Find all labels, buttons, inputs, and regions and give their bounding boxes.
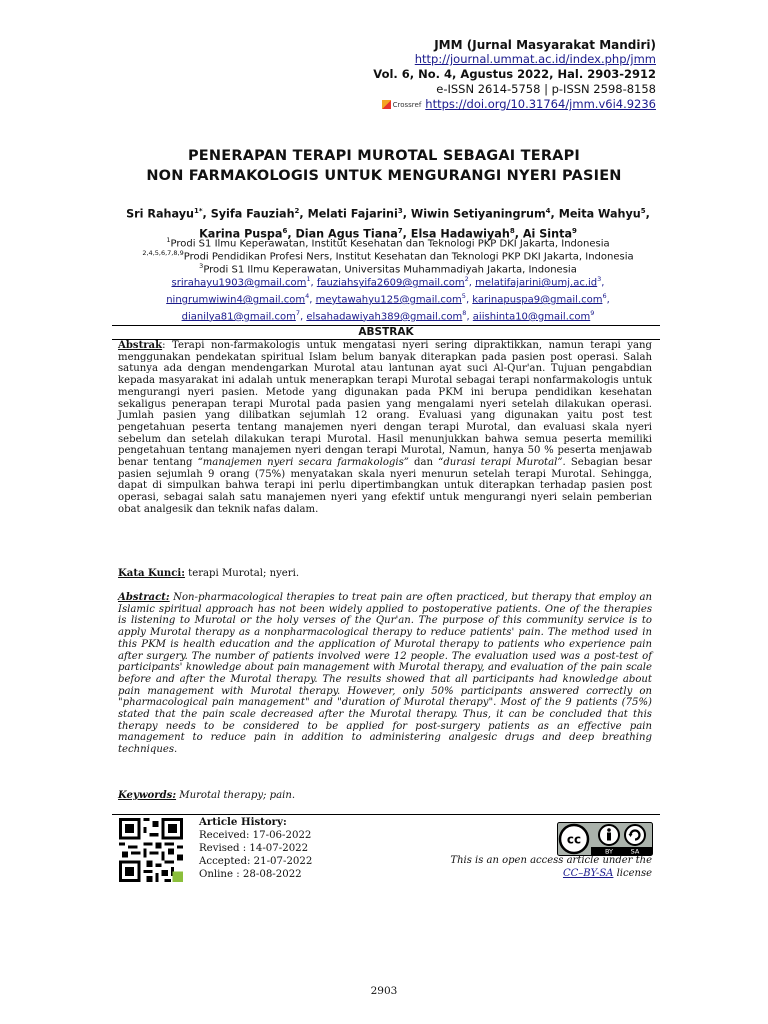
author-name: Elsa Hadawiyah: [410, 227, 510, 241]
divider: [112, 814, 660, 815]
email-line-2: ningrumwiwin4@gmail.com$^4$, meytawahyu125@gmail.com$^5$, karinapuspa9@gmail.com$^6$,: [166, 291, 610, 306]
journal-header: [373, 38, 656, 113]
author-name: Sri Rahayu: [126, 207, 194, 221]
kata-kunci-text: terapi Murotal; nyeri.: [184, 568, 300, 579]
email-sup: 9: [590, 308, 595, 317]
crossref-label: Crossref: [392, 100, 422, 109]
history-received: Received: 17-06-2022: [199, 830, 312, 841]
email-sup: 1: [306, 275, 311, 283]
abstract-paragraph: [118, 592, 652, 756]
author-name: Syifa Fauziah: [210, 207, 295, 221]
abstract-text: Non-pharmacological therapies to treat pain are often practiced, but therapy that employ an Islamic spiritual approach has not been widely applied to postoperative patients. One of the therapies is listening to Murotal or the holy verses of the Qur'an. The purpose of this community service is to apply Murotal therapy as a nonpharmacological therapy to reduce patients' pain. The method used in this PKM is health education and the application of Murotal therapy to patients who experience pain after surgery. The number of patients involved were 12 people. The evaluation used was a post-test of participants' knowledge about pain management with Murotal therapy, and evaluation of the pain scale before and after the Murotal therapy. The results showed that all participants had knowledge about pain management with Murotal therapy. However, only 50% participants answered correctly on "pharmacological pain management" and "duration of Murotal therapy". Most of the 9 patients (75%) stated that the pain scale decreased after the Murotal therapy. Thus, it can be concluded that this therapy needs to be considered to be applied for post-surgery patients as an effective pain management to reduce pain in addition to administering analgesic drugs and deep breathing techniques.: [118, 592, 652, 756]
email-sup: 2: [464, 275, 469, 283]
email-link[interactable]: ningrumwiwin4@gmail.com: [166, 294, 306, 306]
author-sup: 5: [640, 207, 646, 215]
author-sup: 8: [509, 226, 515, 235]
author-name: Meita Wahyu: [558, 207, 641, 221]
email-list: [112, 273, 664, 323]
crossref-logo: [382, 97, 422, 113]
abstrak-text-1: : Terapi non-farmakologis untuk mengatasi nyeri sering dipraktikkan, namun terapi yang menggunakan pendekatan spiritual Islam belum banyak diterapkan pada pasien post operasi. Salah satunya ada dengan mendengarkan Murotal atau lantunan ayat suci Al-Qur'an. Tujuan pengabdian kepada masyarakat ini adalah untuk menerapkan terapi Murotal sebagai terapi nonfarmakologis untuk mengurangi nyeri pasien. Metode yang digunakan pada PKM ini berupa pendidikan kesehatan sekaligus penerapan terapi Murotal pada pasien yang mengalami nyeri setelah dilakukan operasi. Jumlah pasien yang dilibatkan sejumlah 12 orang. Evaluasi yang digunakan yaitu post test pengetahuan peserta tentang manajemen nyeri dengan terapi Murotal, dan evaluasi skala nyeri sebelum dan setelah dilakukan terapi Murotal. Hasil menunjukkan bahwa semua peserta memiliki pengetahuan tentang manajemen nyeri dengan terapi Murotal, Namun, hanya 50 % peserta menjawab benar tentang: [118, 340, 652, 469]
history-online: Online : 28-08-2022: [199, 869, 302, 880]
license-line-1: This is an open access article under the: [450, 855, 652, 866]
email-link[interactable]: meytawahyu125@gmail.com: [315, 294, 462, 306]
author-name: Melati Fajarini: [307, 207, 398, 221]
svg-text:cc: cc: [566, 832, 582, 847]
email-sup: 6: [602, 291, 607, 300]
author-name: Wiwin Setiyaningrum: [410, 207, 546, 221]
keywords: [118, 790, 652, 802]
email-line-1: srirahayu1903@gmail.com$^1$, fauziahsyifa2609@gmail.com$^2$, $melatifajarini@umj.ac.id^3$,: [171, 275, 605, 289]
author-sup: 4: [545, 207, 551, 215]
email-sup: 8: [462, 308, 467, 317]
journal-name: JMM (Jurnal Masyarakat Mandiri): [434, 38, 656, 52]
author-name: Karina Puspa: [199, 227, 283, 241]
email-link[interactable]: aiishinta10@gmail.com: [472, 310, 591, 322]
email-sup: 4: [305, 291, 310, 300]
paper-title: [118, 146, 650, 186]
page-number: 2903: [370, 985, 398, 997]
doi-line: [373, 96, 656, 113]
author-sup: 1*: [194, 207, 203, 215]
email-link[interactable]: fauziahsyifa2609@gmail.com: [316, 277, 465, 289]
abstrak-text-2: dan: [408, 457, 439, 469]
author-sup: 2: [294, 207, 300, 215]
title-line-2: NON FARMAKOLOGIS UNTUK MENGURANGI NYERI PASIEN: [146, 168, 622, 184]
email-sup: 3: [597, 275, 602, 283]
keywords-label: Keywords:: [118, 790, 177, 801]
affiliation-text: Prodi S1 Ilmu Keperawatan, Universitas Muhammadiyah Jakarta, Indonesia: [203, 264, 577, 276]
email-link[interactable]: dianilya81@gmail.com: [181, 310, 296, 322]
abstrak-text-3: . Sebagian besar pasien sejumlah 9 orang (75%) menyatakan skala nyeri menurun setelah terapi Murotal. Sehingga, dapat di simpulkan bahwa terapi ini perlu dipertimbangkan untuk diterapkan terhadap pasien post operasi, sebagai salah satu manajemen nyeri yang efektif untuk mengurangi nyeri selain pemberian obat analgesik dan teknik nafas dalam.: [118, 457, 652, 515]
author-line-1: Sri Rahayu$^{1*}$, Syifa Fauziah$^2$, Melati Fajarini$^3$, Wiwin Setiyaningrum$^4$, Meita Wahyu$^5$,: [126, 207, 650, 221]
affiliation-sup: 3: [199, 262, 204, 270]
author-name: Dian Agus Tiana: [295, 227, 398, 241]
affiliation-sup: 2,4,5,6,7,8,9: [142, 249, 184, 257]
history-accepted: Accepted: 21-07-2022: [199, 856, 313, 867]
email-line-3: dianilya81@gmail.com$^7$, elsahadawiyah389@gmail.com$^8$, aiishinta10@gmail.com$^9$: [181, 308, 595, 322]
license-suffix: license: [613, 867, 652, 879]
abstrak-paragraph: [118, 340, 652, 516]
author-line-2: Karina Puspa$^6$, Dian Agus Tiana$^7$, Elsa Hadawiyah$^8$, Ai Sinta$^9$: [199, 226, 577, 241]
abstrak-italic-2: “durasi terapi Murotal”: [438, 457, 563, 469]
license-text: [450, 855, 652, 880]
history-heading: Article History:: [199, 816, 287, 828]
issn-info: e-ISSN 2614-5758 | p-ISSN 2598-8158: [436, 82, 656, 96]
crossref-icon: [382, 100, 391, 109]
abstrak-italic-1: “manajemen nyeri secara farmakologis”: [197, 457, 409, 469]
journal-url-link[interactable]: http://journal.ummat.ac.id/index.php/jmm: [414, 52, 656, 66]
volume-info: Vol. 6, No. 4, Agustus 2022, Hal. 2903-2912: [373, 67, 656, 81]
affiliation-text: Prodi S1 Ilmu Keperawatan, Institut Kesehatan dan Teknologi PKP DKI Jakarta, Indonesia: [170, 238, 610, 250]
email-sup: 5: [461, 291, 466, 300]
affiliation-text: Prodi Pendidikan Profesi Ners, Institut Kesehatan dan Teknologi PKP DKI Jakarta, Indonesia: [183, 251, 634, 263]
affiliation-sup: 1: [166, 236, 171, 244]
abstract-label: Abstract:: [118, 592, 170, 603]
qr-code-icon: [119, 818, 183, 882]
license-link[interactable]: CC–BY-SA: [562, 867, 614, 879]
badge-sa-label: SA: [630, 847, 640, 856]
article-history: [199, 816, 312, 881]
kata-kunci: [118, 568, 652, 580]
cc-by-sa-icon[interactable]: [557, 822, 653, 856]
license-line-2: [450, 868, 652, 881]
abstrak-label: Abstrak: [118, 340, 163, 351]
title-line-1: PENERAPAN TERAPI MUROTAL SEBAGAI TERAPI: [187, 148, 581, 164]
email-link[interactable]: karinapuspa9@gmail.com: [472, 294, 603, 306]
keywords-text: Murotal therapy; pain.: [176, 790, 296, 801]
author-sup: 3: [397, 207, 403, 215]
abstrak-heading: ABSTRAK: [112, 325, 660, 340]
doi-link[interactable]: https://doi.org/10.31764/jmm.v6i4.9236: [425, 97, 656, 111]
history-revised: Revised : 14-07-2022: [199, 843, 309, 854]
badge-by-label: BY: [604, 847, 614, 856]
author-sup: 9: [572, 226, 577, 235]
author-sup: 7: [397, 226, 403, 235]
email-link[interactable]: melatifajarini@umj.ac.id: [475, 277, 598, 289]
email-link[interactable]: srirahayu1903@gmail.com: [171, 277, 307, 289]
email-link[interactable]: elsahadawiyah389@gmail.com: [306, 310, 463, 322]
email-sup: 7: [295, 308, 300, 317]
kata-kunci-label: Kata Kunci:: [118, 568, 185, 579]
author-sup: 6: [282, 226, 288, 235]
author-name: Ai Sinta: [522, 227, 573, 241]
